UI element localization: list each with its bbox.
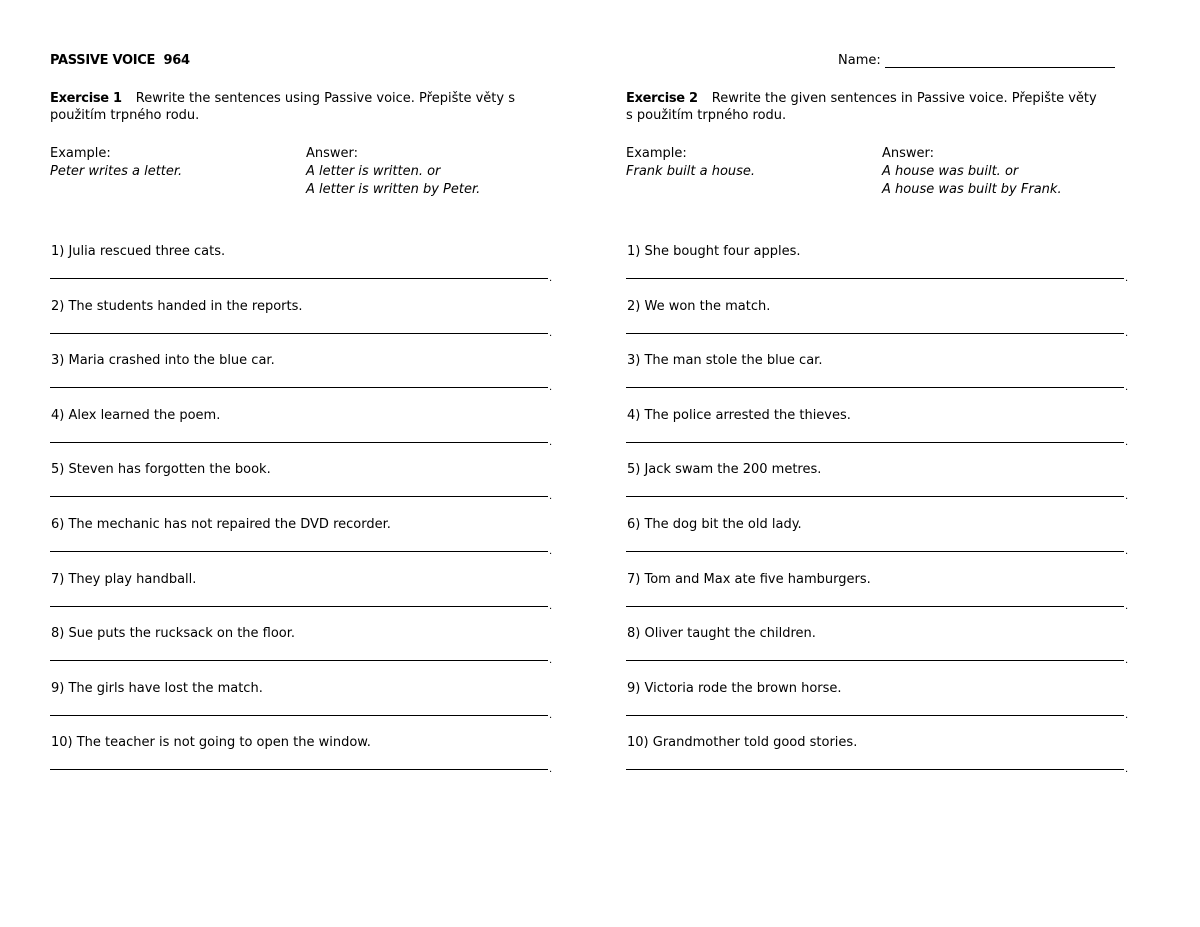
question-text: 10) Grandmother told good stories. [627, 735, 858, 751]
question-item [626, 462, 1129, 516]
question-item [50, 571, 553, 626]
example-sentence: Frank built a house. [626, 164, 756, 179]
question-text: 5) Jack swam the 200 metres. [627, 462, 822, 478]
question-item [50, 517, 553, 571]
question-text: 7) Tom and Max ate five hamburgers. [627, 571, 871, 587]
answer-line[interactable] [626, 769, 1124, 770]
answer-line-end: . [1125, 655, 1129, 667]
answer-line[interactable] [626, 606, 1124, 607]
name-field [838, 53, 1115, 68]
answer-line[interactable] [50, 769, 548, 770]
question-item [626, 626, 1129, 680]
question-item [626, 298, 1129, 353]
answer-line[interactable] [50, 606, 548, 607]
question-text: 3) The man stole the blue car. [627, 353, 823, 369]
example-label: Example: [626, 146, 687, 161]
worksheet-title: PASSIVE VOICE 964 [50, 53, 190, 68]
answer-line[interactable] [50, 387, 548, 388]
question-text: 3) Maria crashed into the blue car. [51, 353, 275, 369]
answer-text-1: A letter is written. or [306, 164, 441, 179]
answer-line[interactable] [626, 551, 1124, 552]
answer-line[interactable] [626, 496, 1124, 497]
answer-text-1: A house was built. or [882, 164, 1019, 179]
question-item [626, 571, 1129, 626]
answer-line-end: . [1125, 382, 1129, 394]
answer-text-2: A house was built by Frank. [882, 182, 1062, 197]
answer-line-end: . [549, 546, 553, 557]
answer-line[interactable] [50, 333, 548, 334]
answer-text-2: A letter is written by Peter. [306, 182, 481, 197]
answer-label: Answer: [306, 146, 359, 161]
question-text: 9) The girls have lost the match. [51, 680, 263, 696]
exercise-2-instruction: Rewrite the given sentences in Passive voice. Přepište věty s použitím trpného rodu. [626, 91, 1097, 123]
question-item [626, 517, 1129, 571]
answer-line-end: . [1125, 764, 1129, 776]
question-text: 10) The teacher is not going to open the window. [51, 735, 371, 751]
question-item [50, 298, 553, 353]
answer-line-end: . [549, 382, 553, 394]
answer-line-end: . [549, 491, 553, 503]
question-item [50, 244, 553, 298]
answer-line[interactable] [50, 551, 548, 552]
answer-line-end: . [549, 327, 553, 339]
answer-line[interactable] [50, 660, 548, 661]
question-text: 1) Julia rescued three cats. [51, 244, 226, 259]
answer-line-end: . [549, 655, 553, 667]
question-item [50, 353, 553, 407]
exercise-1-instruction: Rewrite the sentences using Passive voice. Přepište věty s použitím trpného rodu. [50, 91, 515, 123]
answer-line[interactable] [626, 442, 1124, 443]
answer-line-end: . [1125, 491, 1129, 503]
exercise-1-heading [50, 90, 530, 124]
question-text: 4) The police arrested the thieves. [627, 407, 851, 423]
exercise-2-label: Exercise 2 [626, 91, 698, 106]
name-label: Name: [838, 53, 881, 68]
answer-line[interactable] [50, 496, 548, 497]
answer-line-end: . [1125, 273, 1129, 284]
question-item [626, 244, 1129, 298]
answer-line-end: . [1125, 546, 1129, 557]
question-text: 2) We won the match. [627, 298, 771, 314]
answer-line-end: . [1125, 436, 1129, 448]
answer-line-end: . [1125, 600, 1129, 612]
question-text: 6) The dog bit the old lady. [627, 517, 802, 532]
question-item [626, 407, 1129, 462]
question-text: 8) Oliver taught the children. [627, 626, 816, 642]
answer-line-end: . [549, 600, 553, 612]
answer-line[interactable] [626, 387, 1124, 388]
answer-line[interactable] [50, 442, 548, 443]
question-text: 5) Steven has forgotten the book. [51, 462, 271, 478]
answer-line-end: . [549, 709, 553, 721]
example-sentence: Peter writes a letter. [50, 164, 183, 179]
question-text: 8) Sue puts the rucksack on the floor. [51, 626, 296, 642]
question-text: 7) They play handball. [51, 571, 197, 587]
answer-line[interactable] [626, 660, 1124, 661]
question-item [50, 462, 553, 516]
question-item [50, 735, 553, 789]
question-text: 9) Victoria rode the brown horse. [627, 680, 842, 696]
answer-line[interactable] [626, 715, 1124, 716]
answer-line[interactable] [626, 278, 1124, 279]
name-line[interactable] [885, 53, 1115, 68]
answer-line[interactable] [50, 278, 548, 279]
question-item [50, 407, 553, 462]
question-text: 1) She bought four apples. [627, 244, 801, 259]
exercise-1-label: Exercise 1 [50, 91, 122, 106]
question-item [626, 735, 1129, 789]
question-text: 2) The students handed in the reports. [51, 298, 303, 314]
answer-line-end: . [549, 436, 553, 448]
exercise-2-heading [626, 90, 1106, 124]
question-item [50, 626, 553, 680]
answer-line-end: . [1125, 327, 1129, 339]
question-item [626, 353, 1129, 407]
answer-label: Answer: [882, 146, 935, 161]
question-item [626, 680, 1129, 735]
answer-line[interactable] [50, 715, 548, 716]
answer-line-end: . [1125, 709, 1129, 721]
question-item [50, 680, 553, 735]
answer-line[interactable] [626, 333, 1124, 334]
answer-line-end: . [549, 273, 553, 284]
example-label: Example: [50, 146, 111, 161]
question-text: 4) Alex learned the poem. [51, 407, 221, 423]
answer-line-end: . [549, 764, 553, 776]
question-text: 6) The mechanic has not repaired the DVD recorder. [51, 517, 391, 532]
